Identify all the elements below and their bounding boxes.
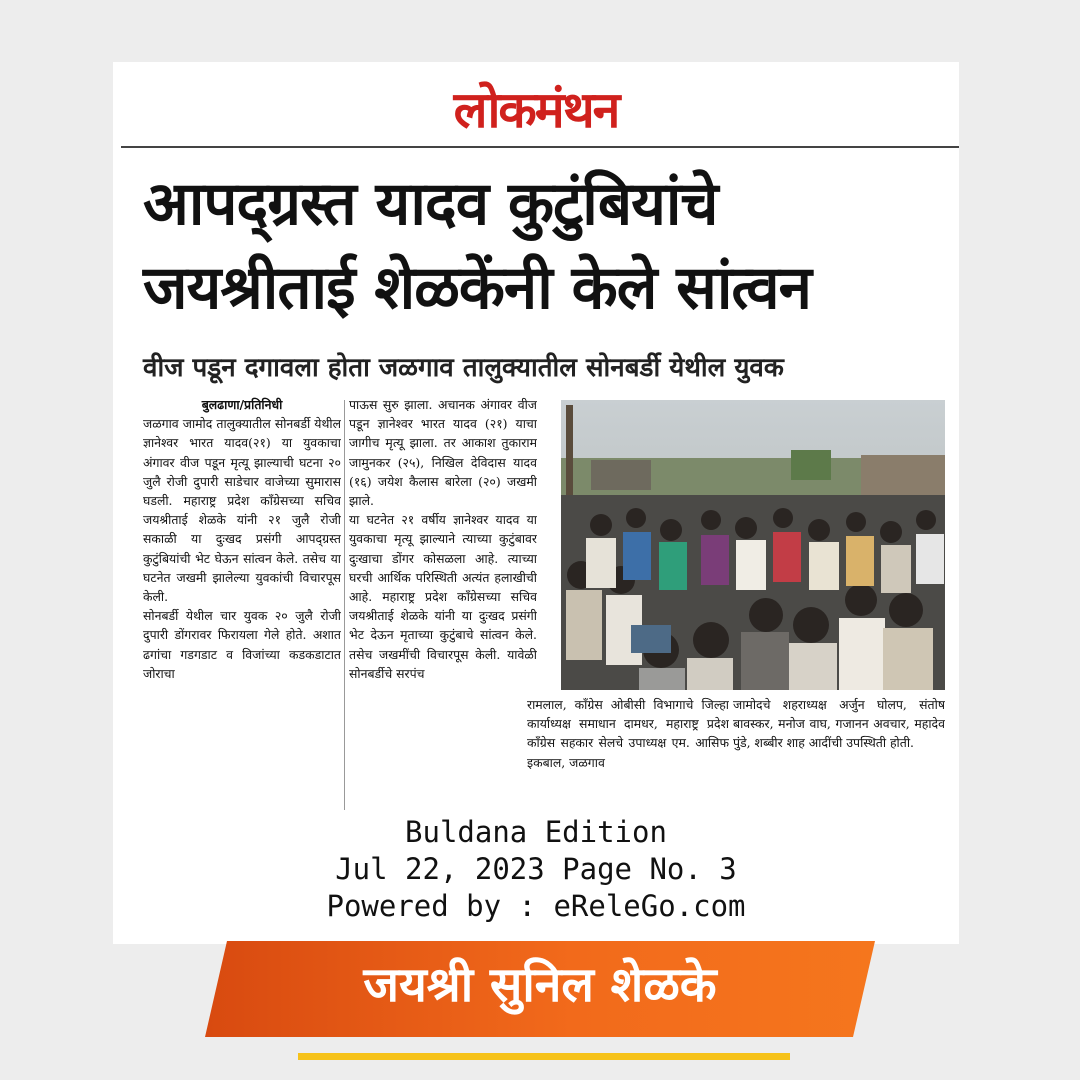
- article-paragraph: पाऊस सुरु झाला. अचानक अंगावर वीज पडून ज्ञानेश्वर भारत यादव (२१) याचा जागीच मृत्यू झाला. तर आकाश तुकाराम जामुनकर (२५), निखिल देविदास यादव (१६) जयेश कैलास बारेला (२०) जखमी झाले.: [349, 397, 537, 509]
- article-column-4: [733, 695, 945, 813]
- news-photo: [561, 400, 945, 690]
- banner-name: जयश्री सुनिल शेळके: [363, 957, 717, 1013]
- banner-underline: [298, 1053, 790, 1060]
- masthead-divider: [121, 146, 959, 148]
- masthead-logo: लोकमंथन: [453, 81, 619, 139]
- edition-powered-by: Powered by : eReleGo.com: [326, 889, 746, 923]
- article-paragraph: रामलाल, काँग्रेस ओबीसी विभागाचे जिल्हा कार्याध्यक्ष समाधान दामधर, महाराष्ट्र प्रदेश काँग्रेस सहकार सेलचे उपाध्यक्ष एम. आसिफ इकबाल, जळगाव: [527, 697, 729, 770]
- article-paragraph: जामोदचे शहराध्यक्ष अर्जुन घोलप, संतोष बावस्कर, मनोज वाघ, गजानन अवचार, महादेव पुंडे, शब्बीर शाह आदींची उपस्थिती होती.: [733, 697, 945, 751]
- edition-name: Buldana Edition: [405, 815, 667, 849]
- name-banner: [205, 941, 875, 1037]
- dateline: बुलढाणा/प्रतिनिधी: [201, 397, 283, 412]
- edition-date-page: Jul 22, 2023 Page No. 3: [335, 852, 737, 886]
- article-column-1: [143, 395, 341, 813]
- column-divider: [344, 400, 345, 810]
- crowd-photo-illustration: [561, 400, 945, 690]
- article-paragraph: सोनबर्डी येथील चार युवक २० जुलै रोजी दुपारी डोंगरावर फिरायला गेले होते. अशात ढगांचा गडगडाट व विजांच्या कडकडाटात जोराचा: [143, 608, 341, 681]
- article-column-3: [527, 695, 729, 813]
- article-paragraph: या घटनेत २१ वर्षीय ज्ञानेश्वर यादव या युवकाचा मृत्यू झाल्याने त्याच्या कुटुंबावर दुःखाचा डोंगर कोसळला आहे. त्याच्या घरची आर्थिक परिस्थिती अत्यंत हलाखीची आहे. महाराष्ट्र प्रदेश काँग्रेसच्या सचिव जयश्रीताई शेळके यांनी या दुःखद प्रसंगी भेट देऊन मृताच्या कुटुंबाचे सांत्वन केले. तसेच जखमींची विचारपूस केली. यावेळी सोनबर्डीचे सरपंच: [349, 512, 537, 681]
- edition-info: [113, 814, 959, 925]
- article-paragraph: जळगाव जामोद तालुक्यातील सोनबर्डी येथील ज्ञानेश्वर भारत यादव(२१) या युवकाचा अंगावर वीज पडून मृत्यू झाल्याची घटना २० जुलै रोजी दुपारी साडेचार वाजेच्या सुमारास घडली. महाराष्ट्र प्रदेश काँग्रेसच्या सचिव जयश्रीताई शेळके यांनी २१ जुलै रोजी सकाळी या दुःखद प्रसंगी आपद्ग्रस्त कुटुंबियांची भेट घेऊन सांत्वन केले. तसेच या घटनेत जखमी झालेल्या युवकांची विचारपूस केली.: [143, 416, 341, 605]
- subheadline: वीज पडून दगावला होता जळगाव तालुक्यातील सोनबर्डी येथील युवक: [143, 353, 784, 383]
- headline-line-2: जयश्रीताई शेळकेंनी केले सांत्वन: [143, 253, 811, 323]
- headline-line-1: आपद्ग्रस्त यादव कुटुंबियांचे: [143, 169, 718, 239]
- article-column-2: [349, 395, 537, 813]
- newspaper-clipping: [113, 62, 959, 944]
